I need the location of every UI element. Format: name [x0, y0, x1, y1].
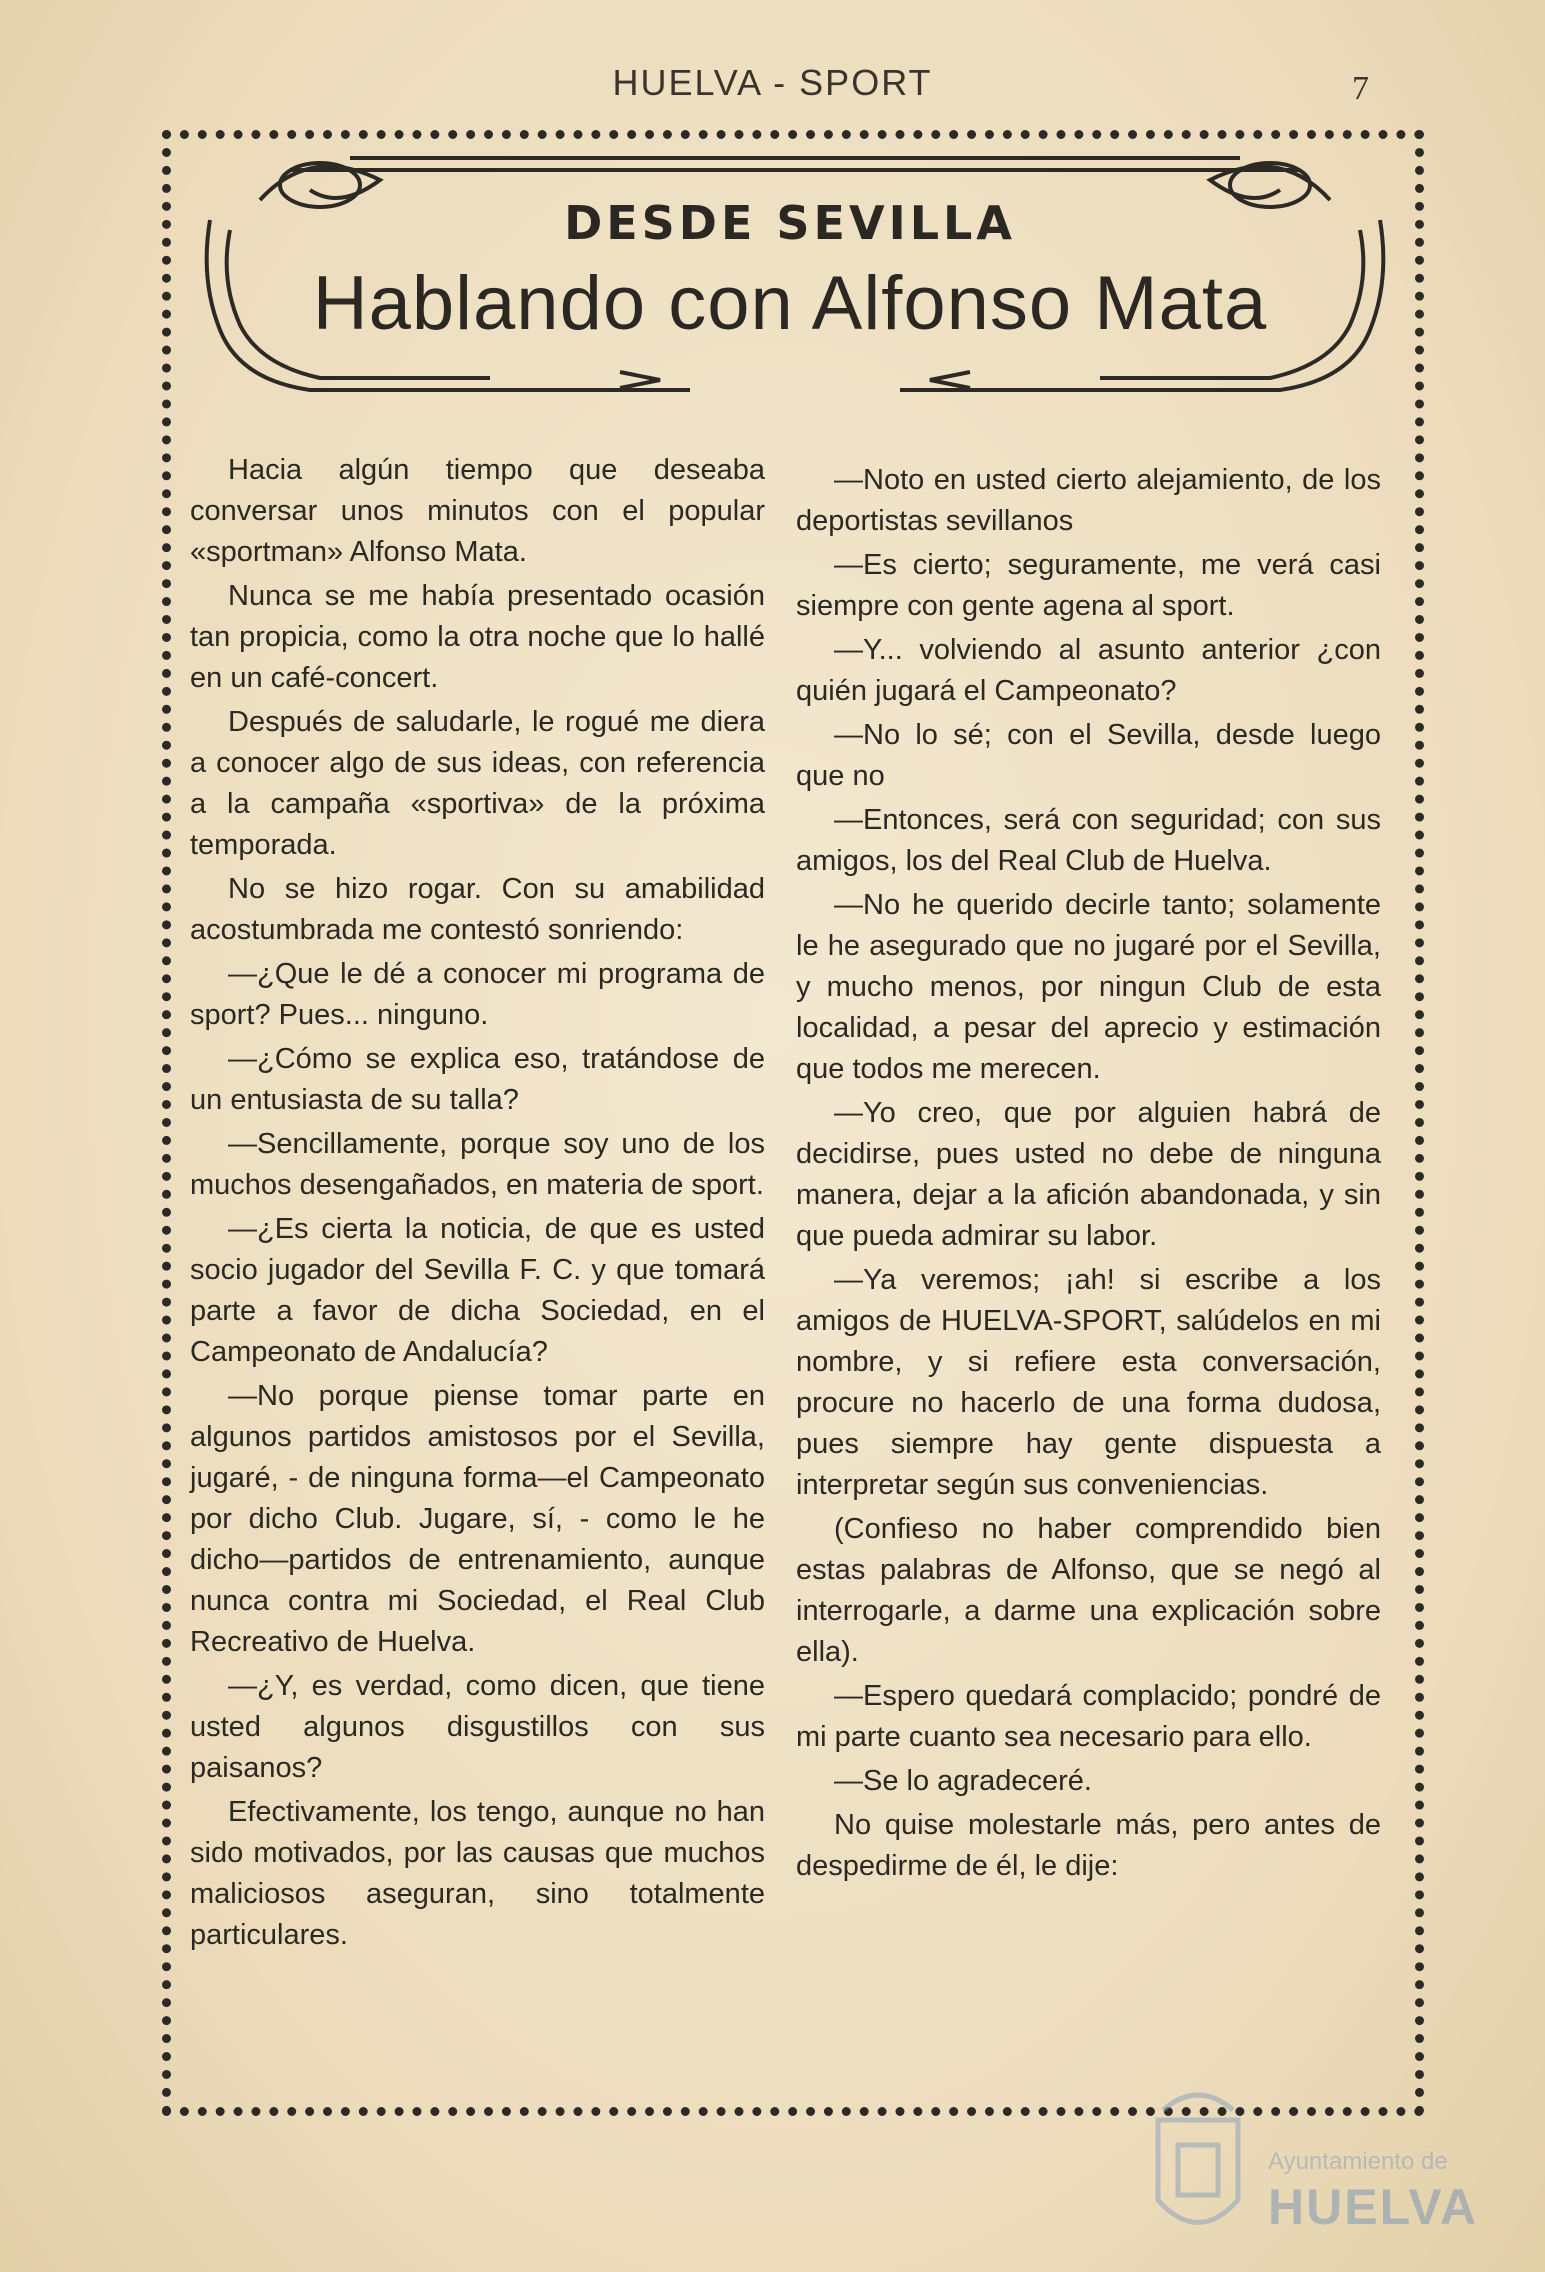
watermark-subtitle: Ayuntamiento de [1268, 2148, 1448, 2175]
paragraph: Efectivamente, los tengo, aunque no han sido motivados, por las causas que muchos maliciosos aseguran, sino totalmente particulares. [190, 1796, 765, 1951]
paragraph: —Es cierto; seguramente, me verá casi siempre con gente agena al sport. [796, 549, 1381, 622]
paragraph: (Confieso no haber comprendido bien estas palabras de Alfonso, que se negó al interrogarle, a darme una explicación sobre ella). [796, 1513, 1381, 1668]
paragraph: No quise molestarle más, pero antes de despedirme de él, le dije: [796, 1809, 1381, 1882]
paragraph: —Entonces, será con seguridad; con sus amigos, los del Real Club de Huelva. [796, 804, 1381, 877]
paragraph: Hacia algún tiempo que deseaba conversar unos minutos con el popular «sportman» Alfonso Mata. [190, 454, 765, 568]
paragraph: —Se lo agradeceré. [834, 1765, 1092, 1797]
paragraph: —¿Cómo se explica eso, tratándose de un entusiasta de su talla? [190, 1043, 765, 1116]
page-number: 7 [1352, 70, 1369, 107]
paragraph: —Espero quedará complacido; pondré de mi parte cuanto sea necesario para ello. [796, 1680, 1381, 1753]
paragraph: No se hizo rogar. Con su amabilidad acostumbrada me contestó sonriendo: [190, 873, 765, 946]
paragraph: —Yo creo, que por alguien habrá de decidirse, pues usted no debe de ninguna manera, dejar a la afición abandonada, y sin que pueda admirar su labor. [796, 1097, 1381, 1252]
paragraph: —Sencillamente, porque soy uno de los muchos desengañados, en materia de sport. [190, 1128, 765, 1201]
article-headline: Hablando con Alfonso Mata [312, 261, 1268, 346]
archive-watermark [1120, 2060, 1520, 2260]
city-shield-icon [1138, 2080, 1258, 2250]
paragraph: —No porque piense tomar parte en algunos partidos amistosos por el Sevilla, jugaré, - de ninguna forma—el Campeonato por dicho Club. Jugare, sí, - como le he dicho—partidos de entrenamiento, aunque nunca contra mi Sociedad, el Real Club Recreativo de Huelva. [190, 1380, 765, 1658]
paragraph: —¿Que le dé a conocer mi programa de sport? Pues... ninguno. [190, 958, 765, 1031]
watermark-title: HUELVA [1268, 2179, 1479, 2235]
paragraph: —Noto en usted cierto alejamiento, de los deportistas sevillanos [796, 464, 1381, 537]
article-kicker: DESDE SEVILLA [564, 196, 1016, 250]
left-column [190, 450, 765, 1959]
paragraph: —¿Es cierta la noticia, de que es usted socio jugador del Sevilla F. C. y que tomará parte a favor de dicha Sociedad, en el Campeonato de Andalucía? [190, 1213, 765, 1368]
running-head: HUELVA - SPORT [612, 62, 933, 103]
paragraph: —¿Y, es verdad, como dicen, que tiene usted algunos disgustillos con sus paisanos? [190, 1670, 765, 1784]
paragraph: —Y... volviendo al asunto anterior ¿con quién jugará el Campeonato? [796, 634, 1381, 707]
right-column [796, 460, 1381, 1890]
paragraph: —Ya veremos; ¡ah! si escribe a los amigos de HUELVA-SPORT, salúdelos en mi nombre, y si refiere esta conversación, procure no hacerlo de una forma dudosa, pues siempre hay gente dispuesta a interpretar según sus conveniencias. [796, 1264, 1381, 1501]
paragraph: Después de saludarle, le rogué me diera a conocer algo de sus ideas, con referencia a la campaña «sportiva» de la próxima temporada. [190, 706, 765, 861]
paragraph: Nunca se me había presentado ocasión tan propicia, como la otra noche que lo hallé en un café-concert. [190, 580, 765, 694]
paragraph: —No lo sé; con el Sevilla, desde luego que no [796, 719, 1381, 792]
paragraph: —No he querido decirle tanto; solamente le he asegurado que no jugaré por el Sevilla, y mucho menos, por ningun Club de esta localidad, a pesar del aprecio y estimación que todos me merecen. [796, 889, 1381, 1085]
